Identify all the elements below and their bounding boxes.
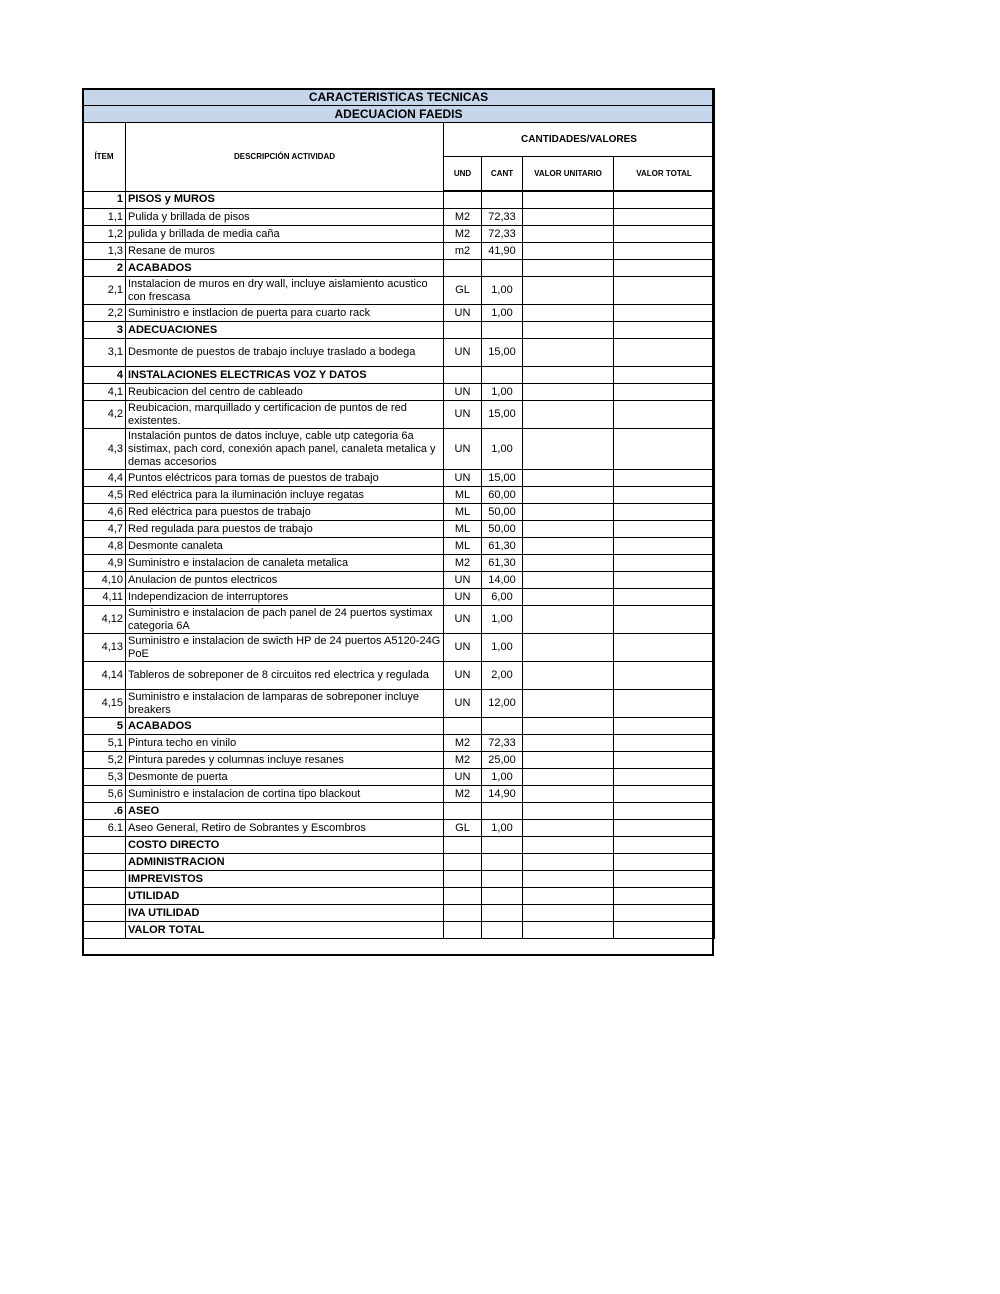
item-cell [83,888,126,905]
item-cell: 4,14 [83,662,126,690]
total-value-cell [614,718,715,735]
total-value-cell [614,922,715,939]
quantity-cell: 15,00 [482,470,523,487]
unit-cell [444,922,482,939]
description-cell: Instalación puntos de datos incluye, cable utp categoria 6a sistimax, pach cord, conexión apach panel, canaleta metalica y demas accesorios [126,429,444,470]
total-value-cell [614,401,715,429]
total-value-cell [614,690,715,718]
unit-cell: UN [444,606,482,634]
description-cell: INSTALACIONES ELECTRICAS VOZ Y DATOS [126,367,444,384]
unit-cell: UN [444,339,482,367]
description-cell: Suministro e instalacion de lamparas de sobreponer incluye breakers [126,690,444,718]
unit-cell: UN [444,401,482,429]
unit-value-cell [523,367,614,384]
unit-value-cell [523,384,614,401]
quantity-cell: 50,00 [482,504,523,521]
unit-value-cell [523,752,614,769]
unit-cell: UN [444,769,482,786]
item-cell: 4,3 [83,429,126,470]
item-cell [83,871,126,888]
description-cell: Suministro e instlacion de puerta para cuarto rack [126,305,444,322]
unit-cell: GL [444,820,482,837]
header-row [83,123,715,157]
item-cell: 4,8 [83,538,126,555]
quantity-cell [482,854,523,871]
item-cell: 5 [83,718,126,735]
budget-table [82,88,715,939]
unit-value-cell [523,769,614,786]
unit-cell: UN [444,429,482,470]
table-row [83,384,715,401]
total-value-cell [614,634,715,662]
unit-value-cell [523,803,614,820]
total-value-cell [614,555,715,572]
description-cell: Pintura techo en vinilo [126,735,444,752]
quantity-cell: 1,00 [482,384,523,401]
unit-cell: UN [444,305,482,322]
description-cell: Pintura paredes y columnas incluye resanes [126,752,444,769]
total-value-cell [614,803,715,820]
total-value-cell [614,837,715,854]
quantity-cell: 6,00 [482,589,523,606]
total-value-cell [614,752,715,769]
item-cell: 5,3 [83,769,126,786]
sheet-subtitle: ADECUACION FAEDIS [83,106,715,123]
total-value-cell [614,538,715,555]
table-row [83,854,715,871]
unit-value-cell [523,401,614,429]
table-row [83,538,715,555]
description-cell: Suministro e instalacion de pach panel de 24 puertos systimax categoria 6A [126,606,444,634]
item-cell [83,854,126,871]
item-cell: 4,10 [83,572,126,589]
item-cell: 4,4 [83,470,126,487]
item-cell: 4,6 [83,504,126,521]
description-cell: Red eléctrica para puestos de trabajo [126,504,444,521]
description-cell: Reubicacion del centro de cableado [126,384,444,401]
table-row [83,226,715,243]
item-cell: 4,13 [83,634,126,662]
item-cell [83,905,126,922]
item-cell: 1,1 [83,209,126,226]
table-row [83,606,715,634]
description-cell: Suministro e instalacion de canaleta metalica [126,555,444,572]
description-cell: Resane de muros [126,243,444,260]
unit-cell: UN [444,470,482,487]
description-cell: ADMINISTRACION [126,854,444,871]
total-value-cell [614,367,715,384]
item-cell: 6.1 [83,820,126,837]
item-cell: 1,2 [83,226,126,243]
description-cell: Tableros de sobreponer de 8 circuitos red electrica y regulada [126,662,444,690]
description-cell: Reubicacion, marquillado y certificacion de puntos de red existentes. [126,401,444,429]
unit-value-cell [523,871,614,888]
quantity-cell: 41,90 [482,243,523,260]
quantity-cell: 25,00 [482,752,523,769]
description-cell: Suministro e instalacion de swicth HP de 24 puertos A5120-24G PoE [126,634,444,662]
table-row [83,589,715,606]
quantity-cell: 1,00 [482,606,523,634]
table-row [83,191,715,209]
description-cell: Puntos eléctricos para tomas de puestos de trabajo [126,470,444,487]
unit-cell: UN [444,589,482,606]
total-value-cell [614,589,715,606]
unit-cell: M2 [444,209,482,226]
unit-cell: GL [444,277,482,305]
total-value-cell [614,209,715,226]
quantity-cell [482,260,523,277]
table-row [83,820,715,837]
unit-cell: UN [444,690,482,718]
unit-value-cell [523,429,614,470]
table-row [83,401,715,429]
description-cell: IVA UTILIDAD [126,905,444,922]
item-header: ÍTEM [83,123,126,192]
total-value-cell [614,243,715,260]
quantity-cell [482,322,523,339]
quantity-cell: 72,33 [482,209,523,226]
unit-cell [444,367,482,384]
quantity-cell: 2,00 [482,662,523,690]
table-row [83,367,715,384]
quantity-cell: 14,00 [482,572,523,589]
item-cell: 2,1 [83,277,126,305]
description-cell: Red eléctrica para la iluminación incluye regatas [126,487,444,504]
budget-sheet [82,88,714,939]
table-row [83,521,715,538]
unit-value-cell [523,209,614,226]
item-cell: 4,15 [83,690,126,718]
table-row [83,504,715,521]
total-value-cell [614,888,715,905]
item-cell: 5,2 [83,752,126,769]
quantity-cell: 61,30 [482,555,523,572]
cant-header: CANT [482,157,523,192]
total-value-cell [614,339,715,367]
table-row [83,803,715,820]
total-value-cell [614,854,715,871]
quantity-cell: 1,00 [482,820,523,837]
unit-value-cell [523,322,614,339]
unit-value-cell [523,521,614,538]
unit-value-cell [523,854,614,871]
item-cell: 2 [83,260,126,277]
unit-value-cell [523,555,614,572]
table-row [83,922,715,939]
description-cell: Suministro e instalacion de cortina tipo blackout [126,786,444,803]
description-cell: ACABADOS [126,260,444,277]
title-row [83,89,715,106]
unit-cell [444,888,482,905]
total-value-cell [614,769,715,786]
unit-cell: UN [444,384,482,401]
table-row [83,735,715,752]
description-cell: ADECUACIONES [126,322,444,339]
quantity-cell: 72,33 [482,226,523,243]
unit-value-cell [523,226,614,243]
description-cell: VALOR TOTAL [126,922,444,939]
unit-value-cell [523,487,614,504]
table-row [83,209,715,226]
quantity-cell [482,803,523,820]
quantity-cell [482,191,523,209]
total-value-cell [614,662,715,690]
table-row [83,871,715,888]
item-cell: 5,1 [83,735,126,752]
table-row [83,718,715,735]
subtitle-row [83,106,715,123]
item-cell: 1 [83,191,126,209]
total-value-cell [614,277,715,305]
quantity-cell [482,718,523,735]
unit-cell: ML [444,521,482,538]
unit-cell: ML [444,538,482,555]
unit-value-cell [523,504,614,521]
quantity-cell [482,888,523,905]
unit-value-cell [523,888,614,905]
description-cell: Desmonte de puestos de trabajo incluye traslado a bodega [126,339,444,367]
item-cell: 2,2 [83,305,126,322]
item-cell: 4,2 [83,401,126,429]
unit-value-cell [523,662,614,690]
description-cell: ACABADOS [126,718,444,735]
unit-cell: M2 [444,786,482,803]
quantity-cell [482,922,523,939]
total-value-cell [614,871,715,888]
vunit-header: VALOR UNITARIO [523,157,614,192]
unit-value-cell [523,786,614,803]
unit-cell: M2 [444,735,482,752]
unit-value-cell [523,339,614,367]
description-cell: Independizacion de interruptores [126,589,444,606]
unit-cell [444,191,482,209]
unit-value-cell [523,305,614,322]
unit-value-cell [523,905,614,922]
quantity-cell: 61,30 [482,538,523,555]
description-cell: Anulacion de puntos electricos [126,572,444,589]
description-cell: pulida y brillada de media caña [126,226,444,243]
quantity-cell: 12,00 [482,690,523,718]
unit-value-cell [523,243,614,260]
unit-value-cell [523,820,614,837]
unit-value-cell [523,572,614,589]
table-row [83,634,715,662]
unit-value-cell [523,538,614,555]
table-row [83,905,715,922]
group-header: CANTIDADES/VALORES [444,123,715,157]
quantity-cell [482,871,523,888]
table-row [83,260,715,277]
item-cell: 1,3 [83,243,126,260]
item-cell: 4,9 [83,555,126,572]
unit-value-cell [523,606,614,634]
table-row [83,339,715,367]
unit-value-cell [523,589,614,606]
total-value-cell [614,226,715,243]
unit-value-cell [523,260,614,277]
unit-cell: UN [444,572,482,589]
table-row [83,837,715,854]
total-value-cell [614,786,715,803]
unit-value-cell [523,922,614,939]
quantity-cell: 1,00 [482,634,523,662]
quantity-cell: 14,90 [482,786,523,803]
description-cell: COSTO DIRECTO [126,837,444,854]
unit-value-cell [523,277,614,305]
und-header: UND [444,157,482,192]
total-value-cell [614,572,715,589]
table-row [83,487,715,504]
unit-value-cell [523,735,614,752]
description-cell: UTILIDAD [126,888,444,905]
unit-cell: ML [444,487,482,504]
unit-value-cell [523,634,614,662]
table-row [83,429,715,470]
unit-value-cell [523,470,614,487]
table-row [83,662,715,690]
table-row [83,555,715,572]
quantity-cell: 15,00 [482,339,523,367]
table-row [83,690,715,718]
table-row [83,888,715,905]
total-value-cell [614,470,715,487]
table-row [83,243,715,260]
total-value-cell [614,322,715,339]
item-cell: 3 [83,322,126,339]
description-cell: ASEO [126,803,444,820]
item-cell: 4,7 [83,521,126,538]
unit-cell [444,260,482,277]
quantity-cell: 60,00 [482,487,523,504]
unit-cell [444,905,482,922]
item-cell: 4,1 [83,384,126,401]
item-cell: 4,5 [83,487,126,504]
table-row [83,786,715,803]
item-cell [83,922,126,939]
total-value-cell [614,191,715,209]
table-row [83,470,715,487]
total-value-cell [614,504,715,521]
unit-cell: m2 [444,243,482,260]
unit-value-cell [523,191,614,209]
unit-cell: UN [444,634,482,662]
quantity-cell: 50,00 [482,521,523,538]
total-value-cell [614,260,715,277]
quantity-cell: 1,00 [482,305,523,322]
unit-value-cell [523,718,614,735]
unit-cell: ML [444,504,482,521]
total-value-cell [614,606,715,634]
table-row [83,322,715,339]
total-value-cell [614,429,715,470]
unit-cell [444,837,482,854]
unit-cell: UN [444,662,482,690]
item-cell [83,837,126,854]
unit-cell [444,718,482,735]
table-row [83,769,715,786]
table-row [83,277,715,305]
unit-cell [444,803,482,820]
description-cell: Desmonte de puerta [126,769,444,786]
unit-cell [444,322,482,339]
table-row [83,305,715,322]
quantity-cell: 1,00 [482,277,523,305]
unit-cell: M2 [444,555,482,572]
sheet-title: CARACTERISTICAS TECNICAS [83,89,715,106]
item-cell: 3,1 [83,339,126,367]
item-cell: 4 [83,367,126,384]
vtotal-header: VALOR TOTAL [614,157,715,192]
quantity-cell [482,905,523,922]
description-cell: Red regulada para puestos de trabajo [126,521,444,538]
description-cell: Aseo General, Retiro de Sobrantes y Escombros [126,820,444,837]
item-cell: 5,6 [83,786,126,803]
total-value-cell [614,384,715,401]
table-row [83,752,715,769]
unit-value-cell [523,690,614,718]
quantity-cell: 15,00 [482,401,523,429]
total-value-cell [614,820,715,837]
description-cell: Desmonte canaleta [126,538,444,555]
unit-cell [444,871,482,888]
item-cell: .6 [83,803,126,820]
total-value-cell [614,905,715,922]
item-cell: 4,11 [83,589,126,606]
description-cell: Instalacion de muros en dry wall, incluye aislamiento acustico con frescasa [126,277,444,305]
unit-value-cell [523,837,614,854]
total-value-cell [614,735,715,752]
unit-cell [444,854,482,871]
description-cell: Pulida y brillada de pisos [126,209,444,226]
total-value-cell [614,521,715,538]
desc-header: DESCRIPCIÓN ACTIVIDAD [126,123,444,192]
item-cell: 4,12 [83,606,126,634]
description-cell: PISOS y MUROS [126,191,444,209]
quantity-cell [482,837,523,854]
quantity-cell: 72,33 [482,735,523,752]
total-value-cell [614,487,715,504]
unit-cell: M2 [444,226,482,243]
description-cell: IMPREVISTOS [126,871,444,888]
total-value-cell [614,305,715,322]
unit-cell: M2 [444,752,482,769]
quantity-cell: 1,00 [482,769,523,786]
quantity-cell: 1,00 [482,429,523,470]
quantity-cell [482,367,523,384]
table-row [83,572,715,589]
